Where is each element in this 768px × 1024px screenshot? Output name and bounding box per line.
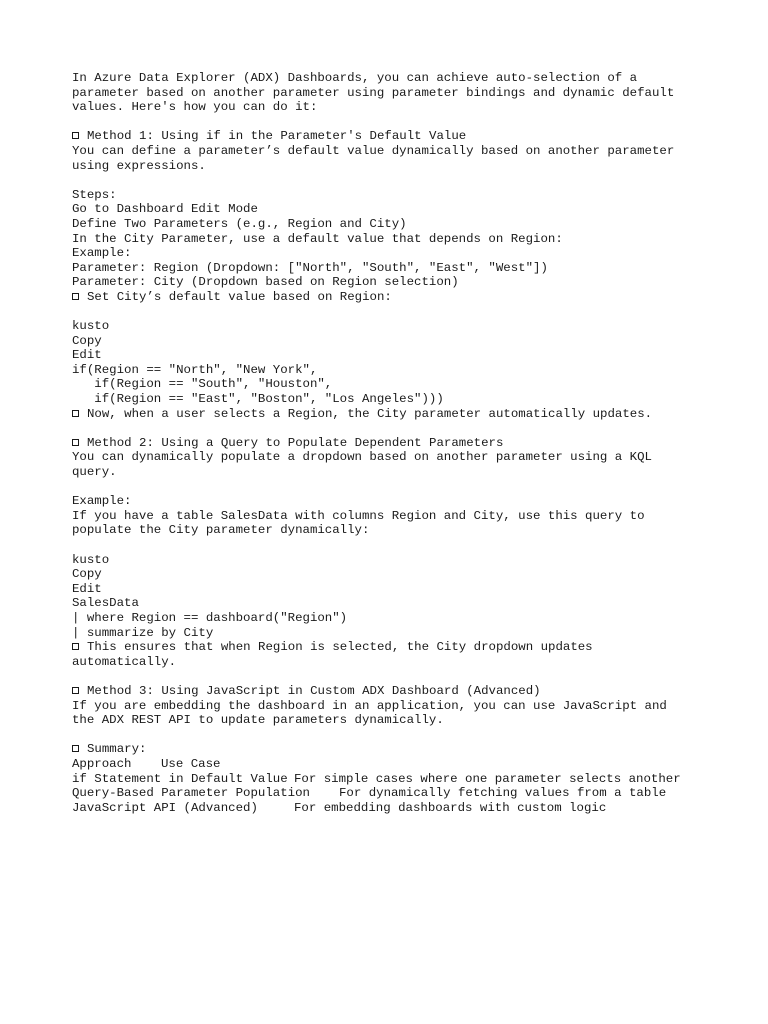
document	[72, 71, 712, 815]
code-lang-label: kusto	[72, 552, 110, 567]
copy-button[interactable]: Copy	[72, 333, 102, 348]
summary-approach: Query-Based Parameter Population	[72, 786, 310, 801]
step-item: In the City Parameter, use a default value that depends on Region:	[72, 231, 563, 246]
box-bullet-icon	[72, 643, 79, 650]
summary-approach: if Statement in Default Value	[72, 771, 288, 786]
copy-button[interactable]: Copy	[72, 567, 102, 582]
step-item: Parameter: Region (Dropdown: ["North", "South", "East", "West"])	[72, 260, 548, 275]
summary-col-usecase: Use Case	[161, 756, 221, 771]
method1-note: Now, when a user selects a Region, the City parameter automatically updates.	[72, 407, 712, 422]
method3-desc: the ADX REST API to update parameters dynamically.	[72, 713, 444, 728]
summary-header-row	[72, 757, 712, 772]
step-item: Go to Dashboard Edit Mode	[72, 202, 258, 217]
box-bullet-icon	[72, 687, 79, 694]
code-lang-label: kusto	[72, 319, 110, 334]
step-item: Define Two Parameters (e.g., Region and City)	[72, 216, 407, 231]
method1-desc: You can define a parameter’s default value dynamically based on another parameter	[72, 143, 675, 158]
code-line: if(Region == "North", "New York",	[72, 362, 318, 377]
box-bullet-icon	[72, 410, 79, 417]
code-line: | summarize by City	[72, 625, 214, 640]
summary-row	[72, 801, 712, 816]
method2-heading: Method 2: Using a Query to Populate Dependent Parameters	[72, 436, 712, 451]
summary-row	[72, 772, 712, 787]
step-item: Parameter: City (Dropdown based on Region selection)	[72, 275, 459, 290]
method3-desc: If you are embedding the dashboard in an application, you can use JavaScript and	[72, 698, 667, 713]
method1-heading: Method 1: Using if in the Parameter's Default Value	[72, 129, 712, 144]
edit-button[interactable]: Edit	[72, 348, 102, 363]
box-bullet-icon	[72, 132, 79, 139]
method2-desc: query.	[72, 465, 117, 480]
intro-line: values. Here's how you can do it:	[72, 100, 318, 115]
example-label: Example:	[72, 494, 132, 509]
method1-desc: using expressions.	[72, 158, 206, 173]
summary-usecase: For dynamically fetching values from a table	[339, 786, 667, 801]
box-bullet-icon	[72, 293, 79, 300]
method2-desc: You can dynamically populate a dropdown based on another parameter using a KQL	[72, 450, 652, 465]
step-item: Example:	[72, 246, 132, 261]
summary-heading: Summary:	[72, 742, 712, 757]
code-line: if(Region == "South", "Houston",	[72, 377, 333, 392]
summary-usecase: For simple cases where one parameter selects another	[294, 771, 681, 786]
code-line: | where Region == dashboard("Region")	[72, 610, 348, 625]
set-default-line: Set City’s default value based on Region:	[72, 290, 712, 305]
intro-line: parameter based on another parameter using parameter bindings and dynamic default	[72, 85, 675, 100]
method2-note-cont: automatically.	[72, 654, 177, 669]
steps-label: Steps:	[72, 187, 117, 202]
code-line: SalesData	[72, 596, 139, 611]
code-line: if(Region == "East", "Boston", "Los Angeles")))	[72, 392, 444, 407]
summary-approach: JavaScript API (Advanced)	[72, 800, 258, 815]
box-bullet-icon	[72, 439, 79, 446]
summary-row	[72, 786, 712, 801]
intro-line: In Azure Data Explorer (ADX) Dashboards, you can achieve auto-selection of a	[72, 71, 638, 85]
box-bullet-icon	[72, 745, 79, 752]
edit-button[interactable]: Edit	[72, 581, 102, 596]
method3-heading: Method 3: Using JavaScript in Custom ADX Dashboard (Advanced)	[72, 684, 712, 699]
example-text: If you have a table SalesData with columns Region and City, use this query to	[72, 508, 645, 523]
summary-usecase: For embedding dashboards with custom logic	[294, 800, 607, 815]
summary-col-approach: Approach	[72, 756, 132, 771]
example-text: populate the City parameter dynamically:	[72, 523, 370, 538]
method2-note: This ensures that when Region is selected, the City dropdown updates	[72, 640, 712, 655]
